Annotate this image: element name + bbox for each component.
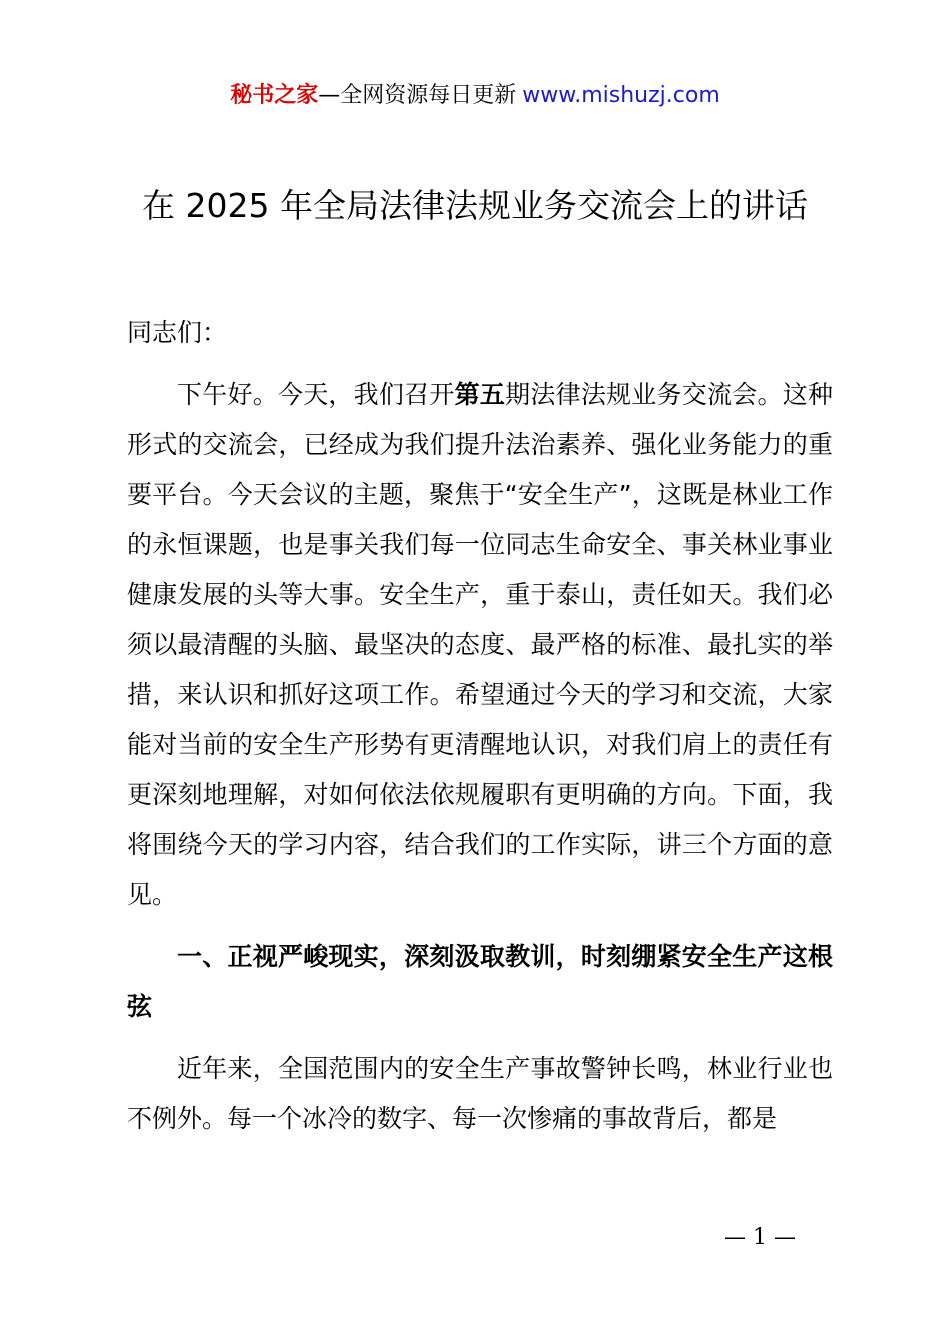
- page-number: — 1 —: [724, 1225, 796, 1250]
- paragraph-opening-part1: 下午好。今天，我们召开: [177, 380, 455, 409]
- paragraph-section-1: 近年来，全国范围内的安全生产事故警钟长鸣，林业行业也不例外。每一个冰冷的数字、每一次惨痛的事故背后，都是: [127, 1054, 833, 1133]
- brand-name: 秘书之家: [230, 83, 319, 108]
- paragraph-opening: [127, 370, 833, 920]
- section-heading-1: 一、正视严峻现实，深刻汲取教训，时刻绷紧安全生产这根弦: [127, 942, 833, 1021]
- document-title: 在 2025 年全局法律法规业务交流会上的讲话: [142, 186, 808, 225]
- paragraph-opening-bold: 第五: [454, 380, 506, 409]
- site-header: [0, 80, 950, 112]
- document-body: [127, 308, 833, 1156]
- header-tagline: —全网资源每日更新: [318, 83, 517, 108]
- paragraph-opening-part2: 期法律法规业务交流会。这种形式的交流会，已经成为我们提升法治素养、强化业务能力的重要平台。今天会议的主题，聚焦于“安全生产”，这既是林业工作的永恒课题，也是事关我们每一位同志生命安全、事关林业事业健康发展的头等大事。安全生产，重于泰山，责任如天。我们必须以最清醒的头脑、最坚决的态度、最严格的标准、最扎实的举措，来认识和抓好这项工作。希望通过今天的学习和交流，大家能对当前的安全生产形势有更清醒地认识，对我们肩上的责任有更深刻地理解，对如何依法依规履职有更明确的方向。下面，我将围绕今天的学习内容，结合我们的工作实际，讲三个方面的意见。: [127, 380, 833, 909]
- site-link[interactable]: www.mishuzj.com: [522, 83, 720, 108]
- salutation: 同志们：: [127, 318, 228, 347]
